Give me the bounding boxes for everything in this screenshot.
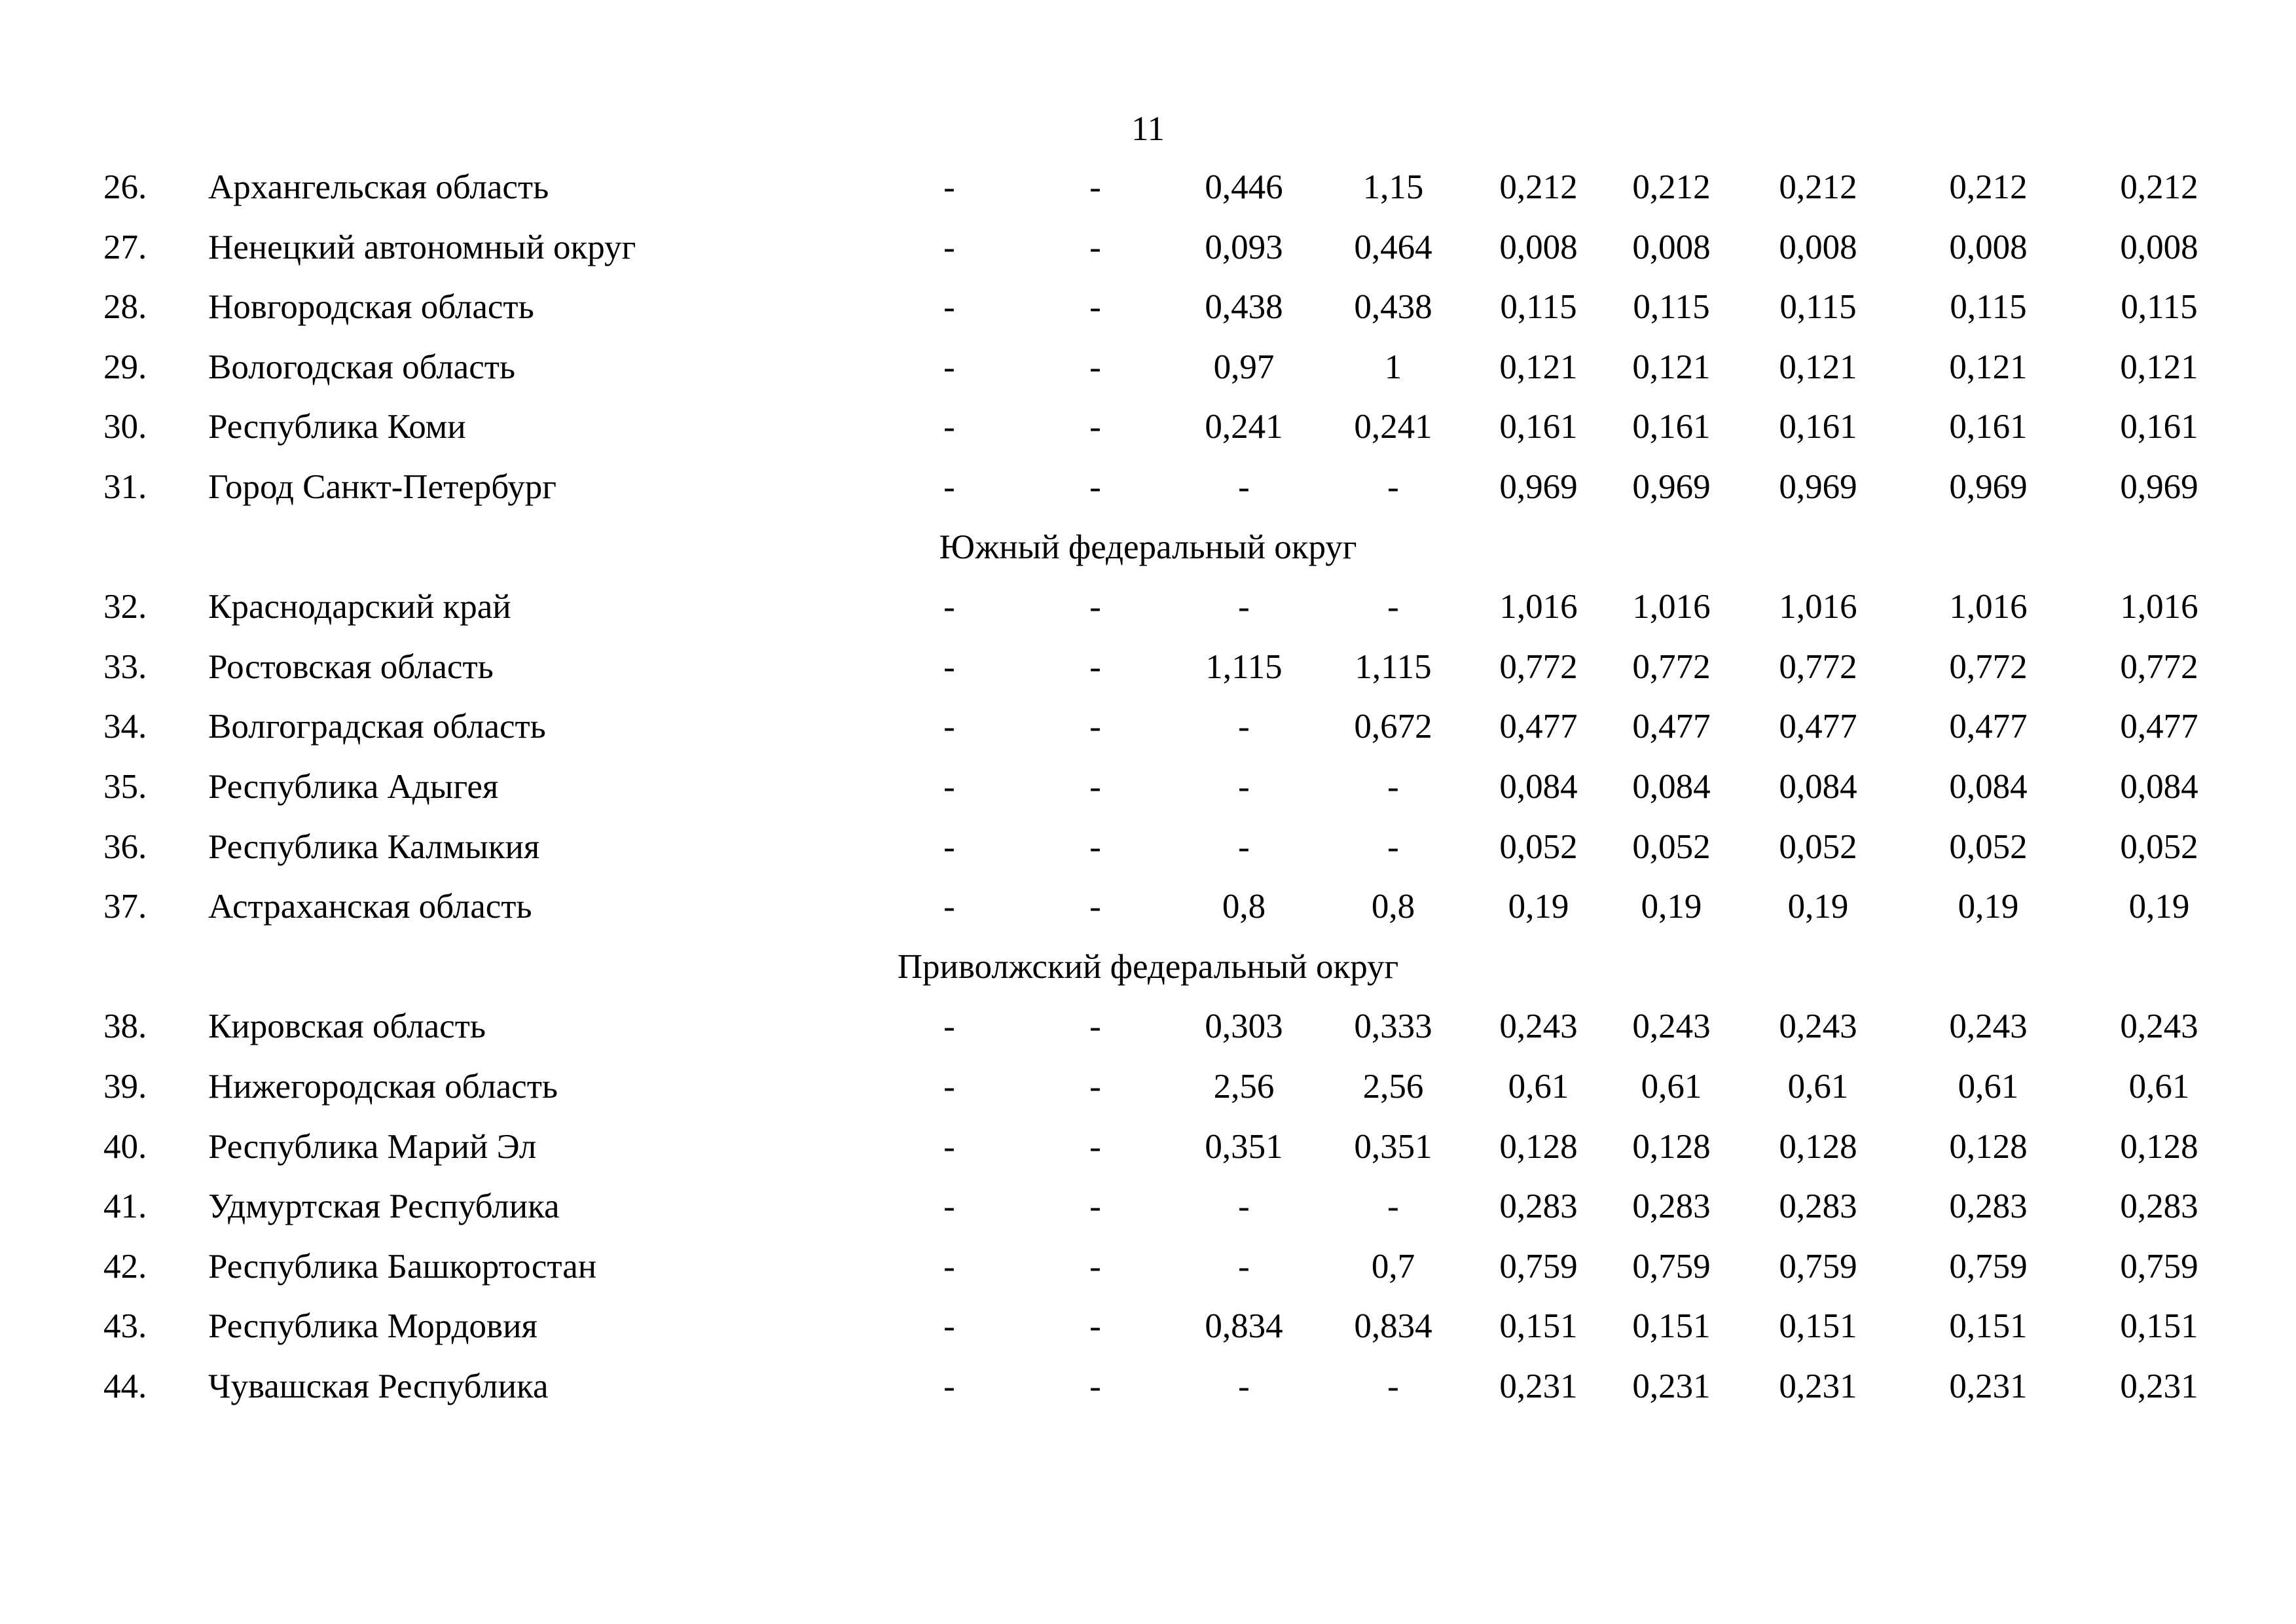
table-row	[0, 338, 2296, 398]
value-cell: -	[1089, 588, 1101, 626]
value-cell: 0,19	[2128, 888, 2190, 926]
value-cell: 0,084	[2120, 767, 2198, 806]
value-cell: 0,121	[2120, 348, 2198, 386]
value-cell: 0,464	[1354, 228, 1432, 266]
value-cell: 0,161	[1949, 408, 2028, 446]
value-cell: 0,243	[1499, 1007, 1578, 1046]
value-cell: 0,19	[1641, 888, 1702, 926]
row-number: 26.	[103, 168, 147, 206]
value-cell: -	[1089, 1247, 1101, 1286]
value-cell: 0,8	[1222, 888, 1266, 926]
value-cell: 1,115	[1205, 647, 1283, 686]
value-cell: 0,212	[1779, 168, 1857, 206]
value-cell: -	[1089, 1307, 1101, 1346]
value-cell: -	[1238, 708, 1250, 746]
value-cell: 1,15	[1362, 168, 1424, 206]
value-cell: -	[1089, 1067, 1101, 1106]
value-cell: 0,008	[2120, 228, 2198, 266]
region-name: Республика Коми	[208, 408, 466, 446]
value-cell: -	[1387, 1187, 1399, 1226]
value-cell: 0,128	[1499, 1127, 1578, 1166]
page-number: 11	[1131, 110, 1165, 148]
value-cell: 0,772	[1949, 647, 2028, 686]
value-cell: 0,243	[1779, 1007, 1857, 1046]
value-cell: 0,161	[1632, 408, 1711, 446]
row-number: 31.	[103, 467, 147, 506]
value-cell: 0,231	[2120, 1367, 2198, 1405]
value-cell: 0,969	[1499, 467, 1578, 506]
value-cell: -	[1238, 767, 1250, 806]
value-cell: 1,016	[1499, 588, 1578, 626]
table-row	[0, 1057, 2296, 1117]
value-cell: -	[943, 1307, 955, 1346]
value-cell: 0,084	[1949, 767, 2028, 806]
value-cell: 0,243	[1632, 1007, 1711, 1046]
value-cell: 0,231	[1632, 1367, 1711, 1405]
value-cell: 0,241	[1354, 408, 1432, 446]
value-cell: 1	[1384, 348, 1402, 386]
value-cell: -	[943, 888, 955, 926]
row-number: 40.	[103, 1127, 147, 1166]
value-cell: -	[943, 1367, 955, 1405]
value-cell: 0,438	[1205, 288, 1283, 327]
value-cell: 0,772	[2120, 647, 2198, 686]
value-cell: 0,161	[1779, 408, 1857, 446]
table-row	[0, 638, 2296, 698]
value-cell: 0,151	[1499, 1307, 1578, 1346]
value-cell: 0,759	[1499, 1247, 1578, 1286]
value-cell: 0,052	[2120, 827, 2198, 866]
region-name: Республика Адыгея	[208, 767, 499, 806]
row-number: 39.	[103, 1067, 147, 1106]
value-cell: -	[1238, 1247, 1250, 1286]
value-cell: 0,61	[1508, 1067, 1569, 1106]
table-row	[0, 577, 2296, 638]
value-cell: 0,772	[1632, 647, 1711, 686]
value-cell: -	[1089, 1367, 1101, 1405]
value-cell: -	[943, 827, 955, 866]
value-cell: -	[943, 1067, 955, 1106]
value-cell: 0,241	[1205, 408, 1283, 446]
value-cell: -	[1238, 588, 1250, 626]
value-cell: 0,283	[2120, 1187, 2198, 1226]
value-cell: -	[1089, 1127, 1101, 1166]
value-cell: -	[1089, 647, 1101, 686]
region-name: Волгоградская область	[208, 708, 546, 746]
data-table	[0, 158, 2296, 1416]
region-name: Новгородская область	[208, 288, 534, 327]
table-row	[0, 1237, 2296, 1297]
value-cell: -	[1089, 767, 1101, 806]
value-cell: 0,115	[1500, 288, 1577, 327]
value-cell: 0,759	[2120, 1247, 2198, 1286]
value-cell: 1,016	[1632, 588, 1711, 626]
value-cell: 1,115	[1355, 647, 1432, 686]
value-cell: 0,212	[1632, 168, 1711, 206]
region-name: Удмуртская Республика	[208, 1187, 560, 1226]
value-cell: 0,283	[1949, 1187, 2028, 1226]
row-number: 43.	[103, 1307, 147, 1346]
value-cell: 0,052	[1632, 827, 1711, 866]
row-number: 37.	[103, 888, 147, 926]
value-cell: -	[943, 1127, 955, 1166]
value-cell: 0,161	[1499, 408, 1578, 446]
section-header-row	[0, 518, 2296, 578]
value-cell: -	[1387, 467, 1399, 506]
region-name: Республика Марий Эл	[208, 1127, 537, 1166]
value-cell: 0,446	[1205, 168, 1283, 206]
value-cell: 0,121	[1779, 348, 1857, 386]
value-cell: 0,121	[1949, 348, 2028, 386]
value-cell: 0,61	[1787, 1067, 1849, 1106]
row-number: 32.	[103, 588, 147, 626]
value-cell: 1,016	[2120, 588, 2198, 626]
value-cell: 0,008	[1949, 228, 2028, 266]
value-cell: -	[1089, 708, 1101, 746]
value-cell: 0,231	[1779, 1367, 1857, 1405]
value-cell: 0,093	[1205, 228, 1283, 266]
value-cell: 0,128	[1632, 1127, 1711, 1166]
value-cell: 2,56	[1213, 1067, 1275, 1106]
region-name: Астраханская область	[208, 888, 532, 926]
value-cell: 0,772	[1499, 647, 1578, 686]
value-cell: 0,115	[1950, 288, 2027, 327]
value-cell: 0,052	[1499, 827, 1578, 866]
value-cell: -	[1387, 827, 1399, 866]
value-cell: 0,834	[1205, 1307, 1283, 1346]
value-cell: 0,672	[1354, 708, 1432, 746]
value-cell: -	[943, 348, 955, 386]
value-cell: 0,759	[1949, 1247, 2028, 1286]
value-cell: 0,151	[1949, 1307, 2028, 1346]
row-number: 27.	[103, 228, 147, 266]
value-cell: 0,231	[1499, 1367, 1578, 1405]
value-cell: 0,128	[1779, 1127, 1857, 1166]
value-cell: 0,477	[2120, 708, 2198, 746]
value-cell: 0,303	[1205, 1007, 1283, 1046]
value-cell: 0,151	[2120, 1307, 2198, 1346]
value-cell: 0,8	[1371, 888, 1415, 926]
region-name: Вологодская область	[208, 348, 516, 386]
value-cell: 0,128	[2120, 1127, 2198, 1166]
value-cell: -	[943, 408, 955, 446]
row-number: 29.	[103, 348, 147, 386]
region-name: Архангельская область	[208, 168, 549, 206]
value-cell: 0,084	[1779, 767, 1857, 806]
value-cell: 0,772	[1779, 647, 1857, 686]
region-name: Чувашская Республика	[208, 1367, 549, 1405]
value-cell: 0,121	[1499, 348, 1578, 386]
value-cell: -	[1089, 1187, 1101, 1226]
value-cell: 0,438	[1354, 288, 1432, 327]
section-title: Южный федеральный округ	[939, 528, 1357, 566]
row-number: 28.	[103, 288, 147, 327]
value-cell: 0,351	[1205, 1127, 1283, 1166]
value-cell: 0,151	[1779, 1307, 1857, 1346]
table-row	[0, 458, 2296, 518]
value-cell: -	[1238, 467, 1250, 506]
value-cell: -	[1089, 288, 1101, 327]
table-row	[0, 697, 2296, 757]
value-cell: -	[1387, 767, 1399, 806]
value-cell: 0,243	[1949, 1007, 2028, 1046]
region-name: Ростовская область	[208, 647, 494, 686]
value-cell: -	[1089, 1007, 1101, 1046]
value-cell: 0,477	[1779, 708, 1857, 746]
value-cell: 0,351	[1354, 1127, 1432, 1166]
value-cell: 0,008	[1499, 228, 1578, 266]
value-cell: -	[1089, 827, 1101, 866]
value-cell: 0,969	[1949, 467, 2028, 506]
value-cell: 0,61	[2128, 1067, 2190, 1106]
value-cell: 2,56	[1362, 1067, 1424, 1106]
value-cell: 0,212	[2120, 168, 2198, 206]
value-cell: 0,61	[1958, 1067, 2019, 1106]
table-row	[0, 757, 2296, 818]
value-cell: 0,283	[1632, 1187, 1711, 1226]
value-cell: 0,231	[1949, 1367, 2028, 1405]
value-cell: 1,016	[1779, 588, 1857, 626]
value-cell: 0,969	[1779, 467, 1857, 506]
value-cell: -	[943, 288, 955, 327]
table-row	[0, 218, 2296, 278]
value-cell: -	[1238, 1367, 1250, 1405]
value-cell: 0,283	[1499, 1187, 1578, 1226]
row-number: 35.	[103, 767, 147, 806]
value-cell: 0,115	[1779, 288, 1857, 327]
value-cell: -	[1089, 228, 1101, 266]
row-number: 33.	[103, 647, 147, 686]
value-cell: 0,19	[1958, 888, 2019, 926]
value-cell: 0,7	[1371, 1247, 1415, 1286]
value-cell: 0,052	[1779, 827, 1857, 866]
value-cell: -	[1089, 888, 1101, 926]
value-cell: 0,052	[1949, 827, 2028, 866]
value-cell: 0,115	[1633, 288, 1710, 327]
value-cell: 0,333	[1354, 1007, 1432, 1046]
value-cell: -	[943, 1247, 955, 1286]
row-number: 44.	[103, 1367, 147, 1405]
region-name: Республика Калмыкия	[208, 827, 540, 866]
value-cell: 0,115	[2121, 288, 2198, 327]
row-number: 41.	[103, 1187, 147, 1226]
value-cell: 0,477	[1949, 708, 2028, 746]
value-cell: -	[1238, 827, 1250, 866]
value-cell: 0,008	[1632, 228, 1711, 266]
value-cell: -	[943, 228, 955, 266]
value-cell: 0,759	[1632, 1247, 1711, 1286]
value-cell: 0,19	[1787, 888, 1849, 926]
table-row	[0, 1117, 2296, 1178]
value-cell: 0,008	[1779, 228, 1857, 266]
value-cell: 0,212	[1949, 168, 2028, 206]
value-cell: -	[943, 467, 955, 506]
value-cell: 0,19	[1508, 888, 1569, 926]
table-row	[0, 1177, 2296, 1237]
value-cell: -	[1387, 1367, 1399, 1405]
value-cell: -	[943, 1007, 955, 1046]
value-cell: 0,97	[1213, 348, 1275, 386]
value-cell: 1,016	[1949, 588, 2028, 626]
table-row	[0, 158, 2296, 218]
value-cell: -	[943, 647, 955, 686]
region-name: Нижегородская область	[208, 1067, 558, 1106]
value-cell: 0,084	[1632, 767, 1711, 806]
value-cell: 0,969	[1632, 467, 1711, 506]
table-row	[0, 877, 2296, 937]
value-cell: 0,759	[1779, 1247, 1857, 1286]
value-cell: -	[943, 708, 955, 746]
value-cell: 0,834	[1354, 1307, 1432, 1346]
value-cell: -	[1089, 168, 1101, 206]
region-name: Ненецкий автономный округ	[208, 228, 636, 266]
section-header-row	[0, 937, 2296, 998]
value-cell: 0,121	[1632, 348, 1711, 386]
value-cell: 0,151	[1632, 1307, 1711, 1346]
row-number: 42.	[103, 1247, 147, 1286]
value-cell: 0,477	[1632, 708, 1711, 746]
value-cell: -	[943, 767, 955, 806]
value-cell: -	[1089, 408, 1101, 446]
value-cell: -	[1387, 588, 1399, 626]
region-name: Республика Мордовия	[208, 1307, 538, 1346]
value-cell: -	[943, 1187, 955, 1226]
value-cell: 0,283	[1779, 1187, 1857, 1226]
section-title: Приволжский федеральный округ	[897, 947, 1399, 986]
value-cell: 0,084	[1499, 767, 1578, 806]
row-number: 30.	[103, 408, 147, 446]
region-name: Республика Башкортостан	[208, 1247, 597, 1286]
value-cell: -	[1238, 1187, 1250, 1226]
value-cell: -	[1089, 467, 1101, 506]
row-number: 36.	[103, 827, 147, 866]
value-cell: 0,477	[1499, 708, 1578, 746]
value-cell: 0,243	[2120, 1007, 2198, 1046]
value-cell: 0,969	[2120, 467, 2198, 506]
value-cell: 0,61	[1641, 1067, 1702, 1106]
table-row	[0, 278, 2296, 338]
table-row	[0, 818, 2296, 878]
table-row	[0, 997, 2296, 1057]
value-cell: 0,161	[2120, 408, 2198, 446]
table-row	[0, 397, 2296, 458]
value-cell: -	[943, 168, 955, 206]
region-name: Город Санкт-Петербург	[208, 467, 556, 506]
value-cell: -	[943, 588, 955, 626]
region-name: Краснодарский край	[208, 588, 511, 626]
value-cell: 0,212	[1499, 168, 1578, 206]
region-name: Кировская область	[208, 1007, 486, 1046]
value-cell: 0,128	[1949, 1127, 2028, 1166]
row-number: 34.	[103, 708, 147, 746]
table-row	[0, 1297, 2296, 1357]
table-row	[0, 1357, 2296, 1417]
value-cell: -	[1089, 348, 1101, 386]
row-number: 38.	[103, 1007, 147, 1046]
